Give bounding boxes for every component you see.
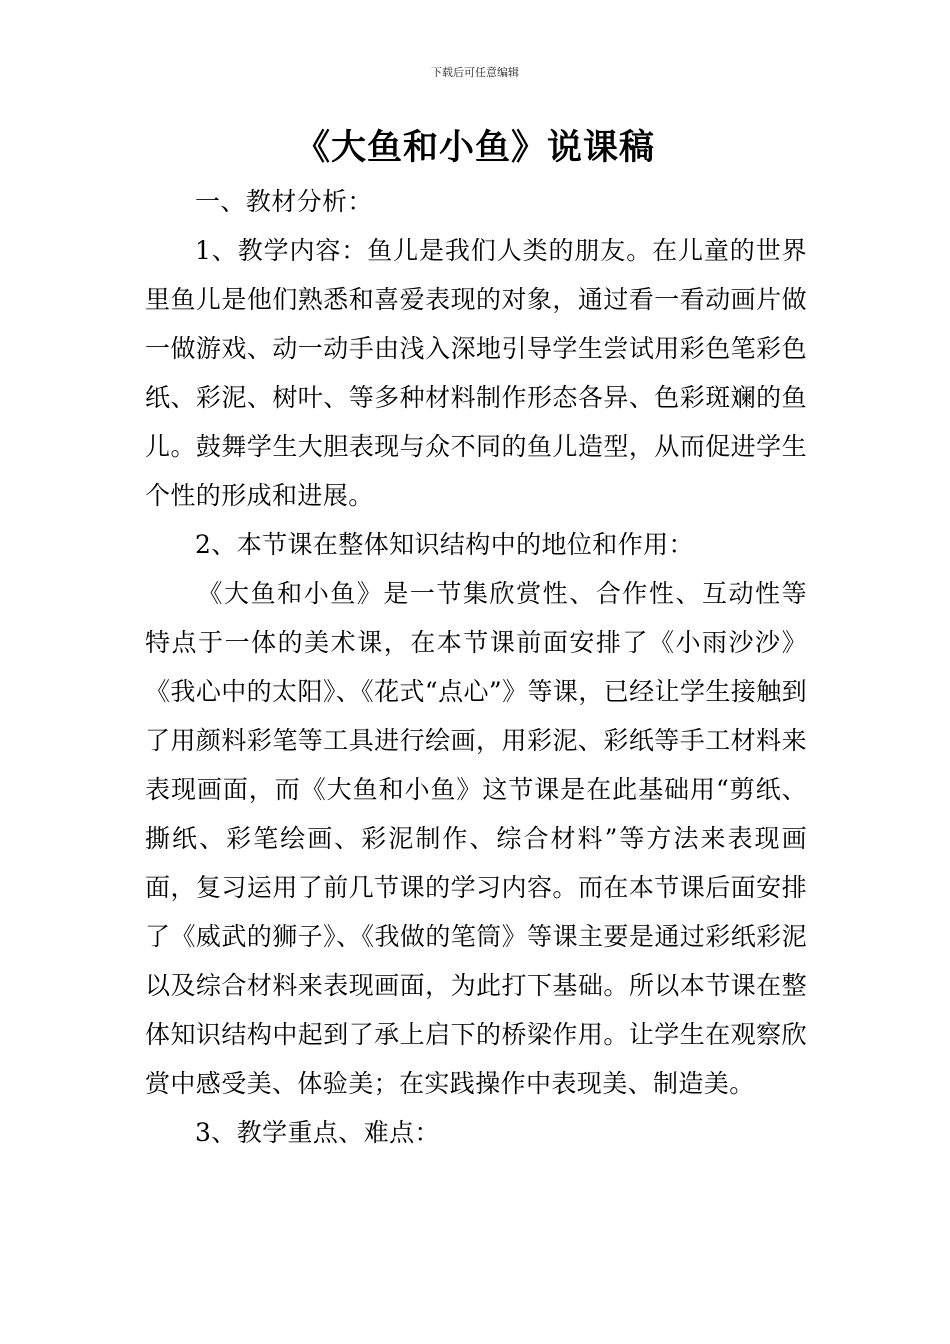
paragraph-heading-role: 2、本节课在整体知识结构中的地位和作用： (195, 530, 694, 559)
document-body (145, 177, 807, 1157)
paragraph-role: 《大鱼和小鱼》是一节集欣赏性、合作性、互动性等特点于一体的美术课，在本节课前面安排了《小雨沙沙》《我心中的太阳》、《花式“点心”》等课，已经让学生接触到了用颜料彩笔等工具进行绘画，用彩泥、彩纸等手工材料来表现画面，而《大鱼和小鱼》这节课是在此基础用“剪纸、撕纸、彩笔绘画、彩泥制作、综合材料”等方法来表现画面，复习运用了前几节课的学习内容。而在本节课后面安排了《威武的狮子》、《我做的笔筒》等课主要是通过彩纸彩泥以及综合材料来表现画面，为此打下基础。所以本节课在整体知识结构中起到了承上启下的桥梁作用。让学生在观察欣赏中感受美、体验美；在实践操作中表现美、制造美。 (145, 579, 807, 1098)
document-title: 《大鱼和小鱼》说课稿 (294, 128, 655, 168)
paragraph-heading-key-points: 3、教学重点、难点： (195, 1118, 440, 1147)
paragraph-teaching-content: 1、教学内容：鱼儿是我们人类的朋友。在儿童的世界里鱼儿是他们熟悉和喜爱表现的对象，通过看一看动画片做一做游戏、动一动手由浅入深地引导学生尝试用彩色笔彩色纸、彩泥、树叶、等多种材料制作形态各异、色彩斑斓的鱼儿。鼓舞学生大胆表现与众不同的鱼儿造型，从而促进学生个性的形成和进展。 (145, 236, 807, 510)
header-note: 下载后可任意编辑 (431, 66, 519, 79)
section-heading-textbook-analysis: 一、教材分析： (195, 187, 373, 216)
